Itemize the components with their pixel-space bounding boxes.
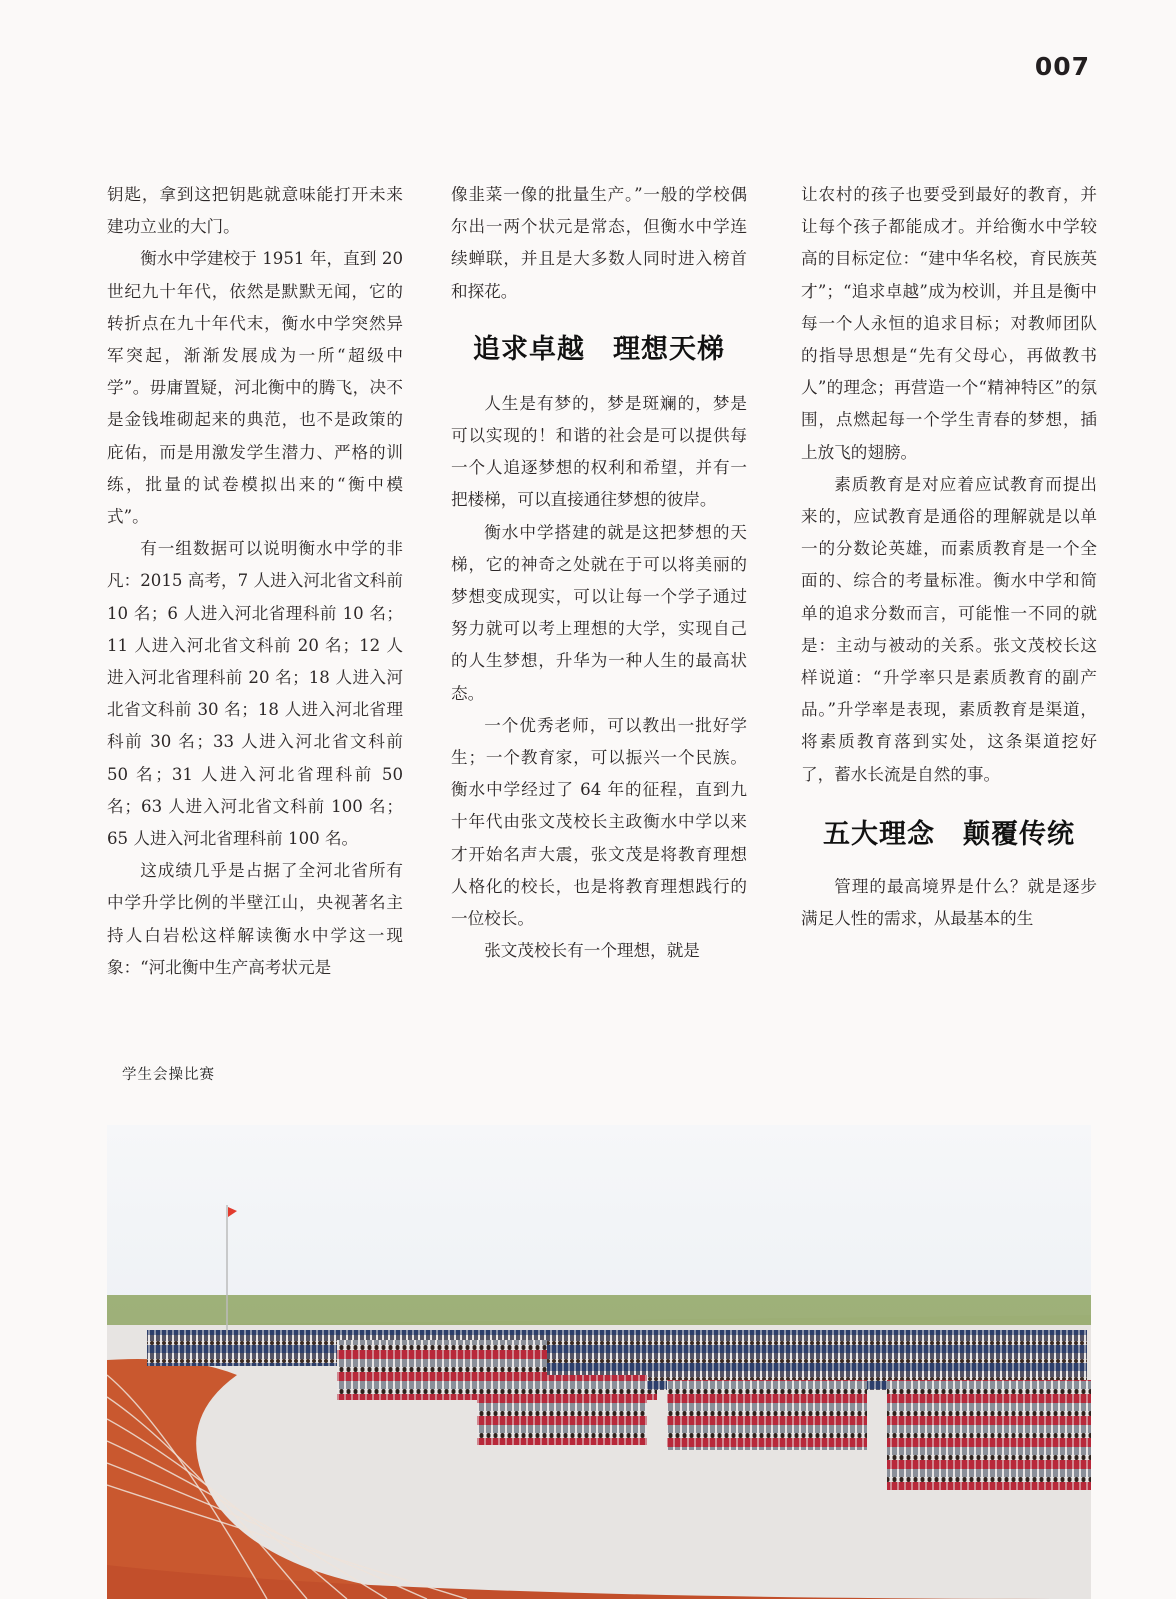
- column-2: [451, 179, 747, 967]
- section-heading: 追求卓越 理想天梯: [473, 333, 725, 365]
- column-1: [107, 179, 403, 984]
- photo-caption: 学生会操比赛: [122, 1067, 215, 1083]
- page-number: 007: [1034, 52, 1090, 81]
- paragraph: 人生是有梦的，梦是斑斓的，梦是可以实现的！和谐的社会是可以提供每一个人追逐梦想的权利和希望，并有一把楼梯，可以直接通往梦想的彼岸。: [451, 393, 747, 510]
- paragraph: 衡水中学建校于 1951 年，直到 20 世纪九十年代，依然是默默无闻，它的转折点在九十年代末，衡水中学突然异军突起，渐渐发展成为一所“超级中学”。毋庸置疑，河北衡中的腾飞，决不是金钱堆砌起来的典范，也不是政策的庇佑，而是用激发学生潜力、严格的训练，批量的试卷模拟出来的“衡中模式”。: [107, 249, 403, 527]
- paragraph: 这成绩几乎是占据了全河北省所有中学升学比例的半壁江山，央视著名主持人白岩松这样解读衡水中学这一现象：“河北衡中生产高考状元是: [107, 861, 403, 977]
- paragraph: 有一组数据可以说明衡水中学的非凡：2015 高考，7 人进入河北省文科前 10 名；6 人进入河北省理科前 10 名；11 人进入河北省文科前 20 名；12 人进入河北省理科前 20 名；18 人进入河北省文科前 30 名；18 人进入河北省理科前 30 名；33 人进入河北省文科前 50 名；31 人进入河北省理科前 50 名；63 人进入河北省文科前 100 名；65 人进入河北省理科前 100 名。: [107, 539, 403, 849]
- paragraph: 钥匙，拿到这把钥匙就意味能打开未来建功立业的大门。: [107, 185, 403, 237]
- paragraph: 像韭菜一像的批量生产。”一般的学校偶尔出一两个状元是常态，但衡水中学连续蝉联，并且是大多数人同时进入榜首和探花。: [451, 185, 747, 301]
- student-formation: [477, 1375, 647, 1445]
- student-formation: [667, 1380, 867, 1450]
- school-photo: [107, 1125, 1091, 1599]
- paragraph: 张文茂校长有一个理想，就是: [484, 941, 700, 961]
- paragraph: 素质教育是对应着应试教育而提出来的，应试教育是通俗的理解就是以单一的分数论英雄，而素质教育是一个全面的、综合的考量标准。衡水中学和简单的追求分数而言，可能惟一不同的就是：主动与被动的关系。张文茂校长这样说道：“升学率只是素质教育的副产品。”升学率是表现，素质教育是渠道，将素质教育落到实处，这条渠道挖好了，蓄水长流是自然的事。: [801, 474, 1097, 784]
- section-heading: 五大理念 颠覆传统: [823, 818, 1075, 850]
- paragraph: 管理的最高境界是什么？就是逐步满足人性的需求，从最基本的生: [801, 876, 1097, 929]
- column-3: [801, 179, 1097, 935]
- student-formation: [887, 1380, 1091, 1490]
- paragraph: 一个优秀老师，可以教出一批好学生；一个教育家，可以振兴一个民族。衡水中学经过了 64 年的征程，直到九十年代由张文茂校长主政衡水中学以来才开始名声大震，张文茂是将教育理想人格化的校长，也是将教育理想践行的一位校长。: [451, 715, 747, 929]
- paragraph: 让农村的孩子也要受到最好的教育，并让每个孩子都能成才。并给衡水中学较高的目标定位：“建中华名校，育民族英才”；“追求卓越”成为校训，并且是衡中每一个人永恒的追求目标；对教师团队的指导思想是“先有父母心，再做教书人”的理念；再营造一个“精神特区”的氛围，点燃起每一个学生青春的梦想，插上放飞的翅膀。: [801, 185, 1097, 462]
- paragraph: 衡水中学搭建的就是这把梦想的天梯，它的神奇之处就在于可以将美丽的梦想变成现实，可以让每一个学子通过努力就可以考上理想的大学，实现自己的人生梦想，升华为一种人生的最高状态。: [451, 522, 747, 703]
